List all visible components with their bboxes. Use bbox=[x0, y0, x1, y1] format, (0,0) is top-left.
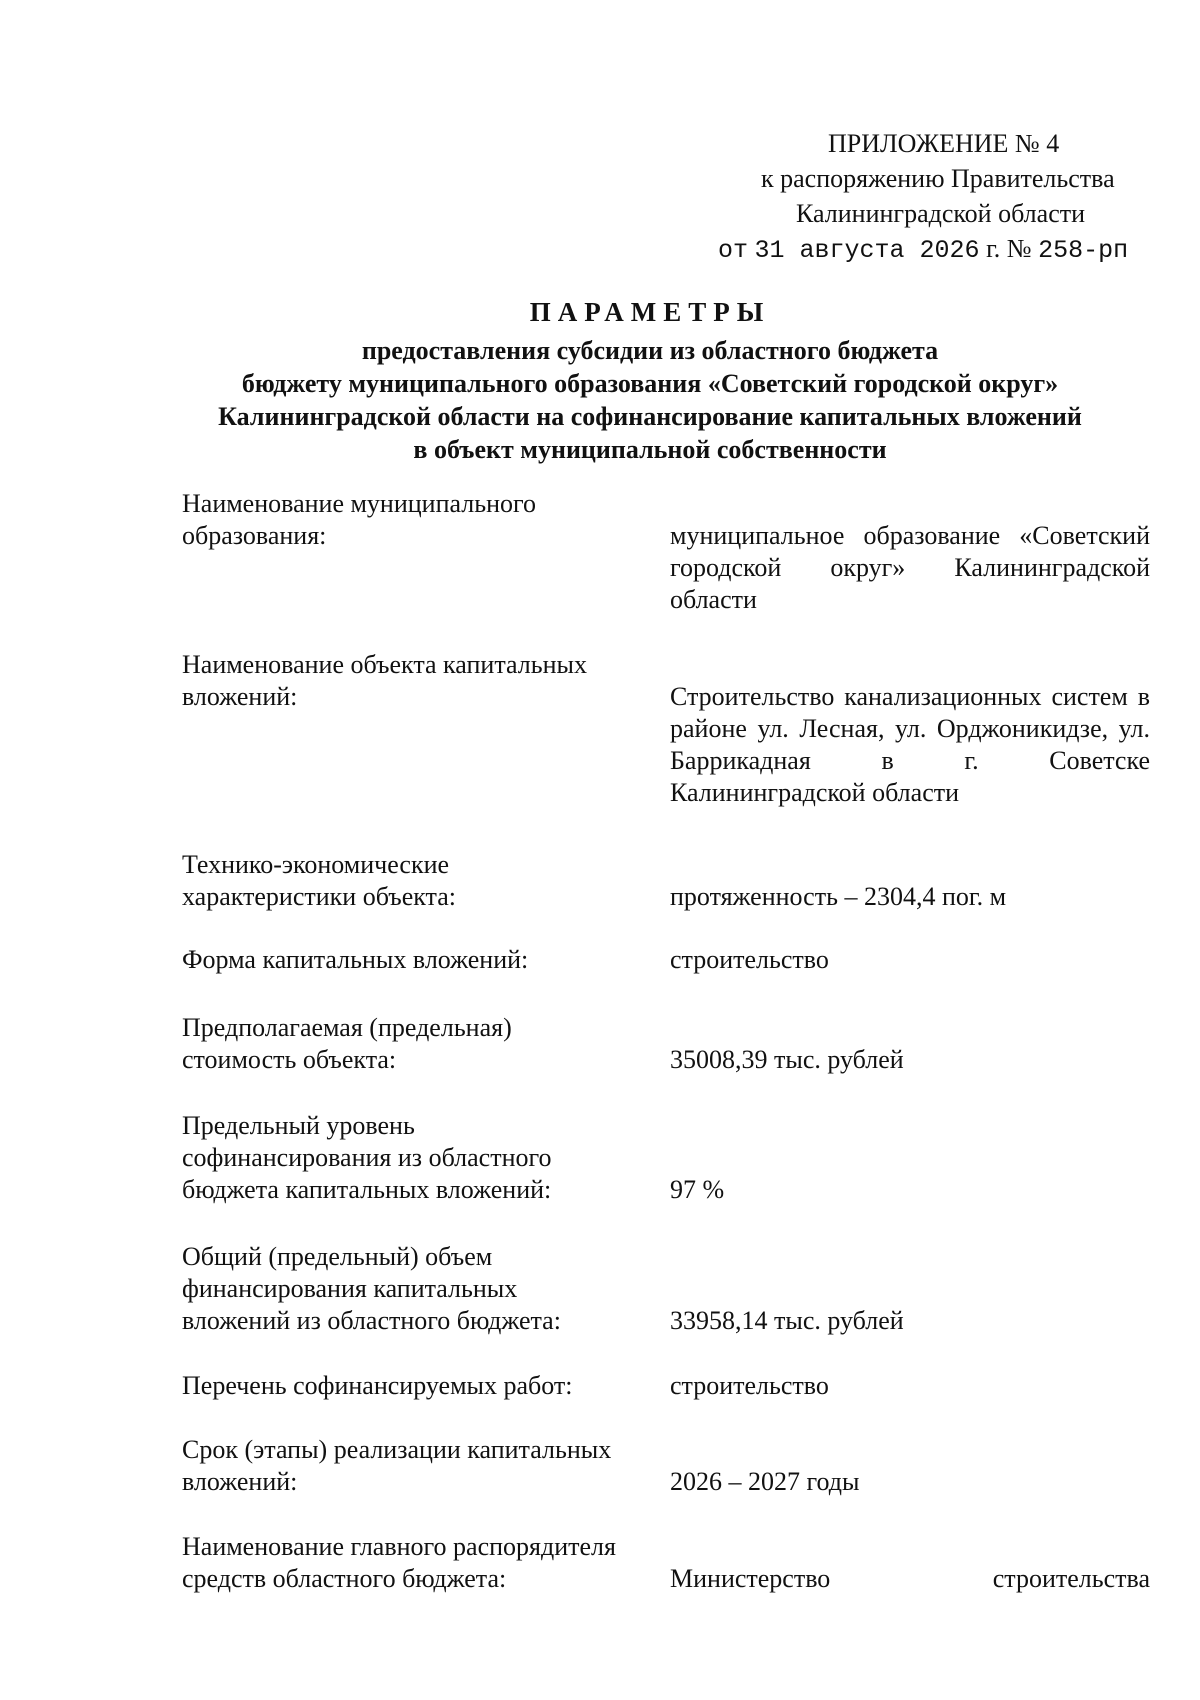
param-label: Наименование главного распорядителя средств областного бюджета: bbox=[182, 1532, 616, 1593]
date-value: 31 августа 2026 bbox=[754, 236, 980, 265]
param-value: Министерство строительства bbox=[670, 1564, 1150, 1593]
appendix-date-line bbox=[700, 231, 1140, 268]
param-value: 33958,14 тыс. рублей bbox=[670, 1306, 904, 1335]
param-row-budget-administrator bbox=[182, 1531, 1150, 1601]
param-label: Наименование муниципального образования: bbox=[182, 489, 537, 550]
param-label: Технико-экономические характеристики объекта: bbox=[182, 850, 457, 911]
appendix-title: ПРИЛОЖЕНИЕ № 4 bbox=[828, 129, 1060, 158]
param-value: 35008,39 тыс. рублей bbox=[670, 1045, 904, 1074]
param-value: строительство bbox=[670, 1371, 829, 1400]
param-label: Предельный уровень софинансирования из областного бюджета капитальных вложений: bbox=[182, 1111, 552, 1204]
appendix-reference: к распоряжению Правительства bbox=[761, 164, 1115, 193]
param-row-object-name bbox=[182, 649, 1150, 809]
param-label: Форма капитальных вложений: bbox=[182, 945, 529, 974]
param-row-investment-form bbox=[182, 944, 1150, 984]
title-line-2: бюджету муниципального образования «Советский городской округ» bbox=[241, 369, 1059, 398]
param-label: Предполагаемая (предельная) стоимость объекта: bbox=[182, 1013, 512, 1074]
param-row-cofinancing-level bbox=[182, 1110, 1150, 1210]
date-mid: г. № bbox=[986, 234, 1032, 263]
title-line-4: в объект муниципальной собственности bbox=[413, 435, 887, 464]
param-label: Перечень софинансируемых работ: bbox=[182, 1371, 573, 1400]
document-number: 258-рп bbox=[1038, 236, 1129, 265]
param-row-implementation-period bbox=[182, 1434, 1150, 1504]
param-value: 2026 – 2027 годы bbox=[670, 1467, 860, 1496]
title-main: ПАРАМЕТРЫ bbox=[529, 297, 771, 327]
param-row-total-financing bbox=[182, 1241, 1150, 1341]
param-label: Общий (предельный) объем финансирования капитальных вложений из областного бюджета: bbox=[182, 1242, 561, 1335]
param-value: 97 % bbox=[670, 1175, 725, 1204]
param-row-municipality bbox=[182, 488, 1150, 618]
title-line-1: предоставления субсидии из областного бюджета bbox=[361, 336, 939, 365]
document-title bbox=[150, 296, 1150, 466]
param-value: строительство bbox=[670, 945, 829, 974]
param-label: Наименование объекта капитальных вложений: bbox=[182, 650, 587, 711]
param-row-characteristics bbox=[182, 849, 1150, 919]
param-row-estimated-cost bbox=[182, 1012, 1150, 1082]
date-prefix: от bbox=[718, 236, 749, 265]
param-label: Срок (этапы) реализации капитальных вложений: bbox=[182, 1435, 612, 1496]
title-line-3: Калининградской области на софинансирование капитальных вложений bbox=[218, 402, 1082, 431]
param-value: Строительство канализационных систем в районе ул. Лесная, ул. Орджоникидзе, ул. Баррикадная в г. Советске Калининградской области bbox=[670, 682, 1150, 807]
param-row-cofinanced-works bbox=[182, 1370, 1150, 1410]
param-value: протяженность – 2304,4 пог. м bbox=[670, 882, 1007, 911]
appendix-header bbox=[700, 126, 1140, 268]
appendix-region: Калининградской области bbox=[796, 199, 1086, 228]
param-value: муниципальное образование «Советский городской округ» Калининградской области bbox=[670, 521, 1150, 614]
